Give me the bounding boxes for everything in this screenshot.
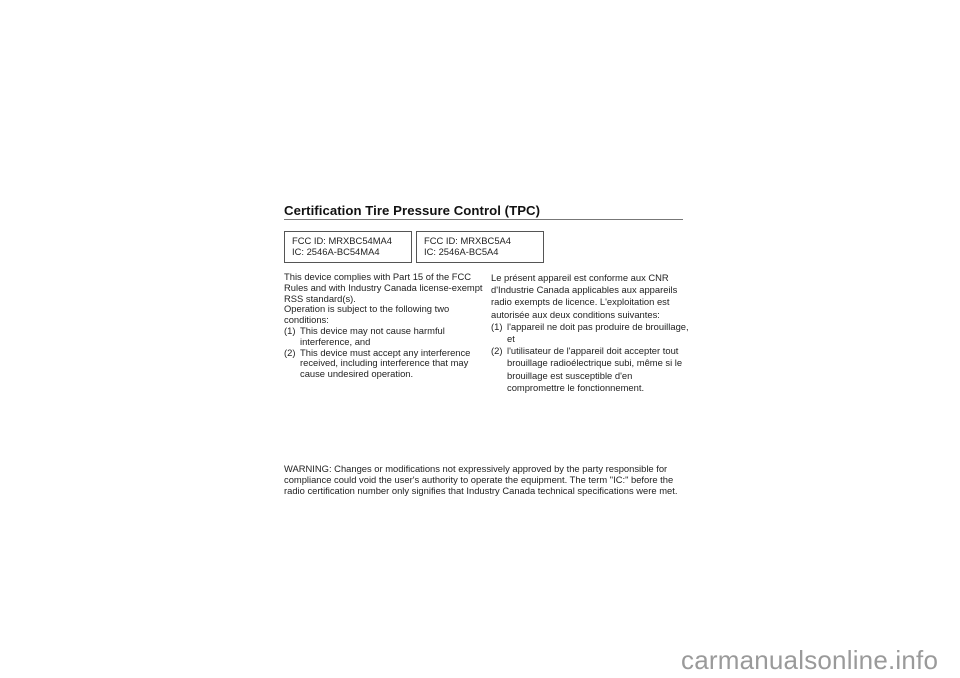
english-intro: This device complies with Part 15 of the FCC Rules and with Industry Canada license-exempt RSS standard(s). [284, 271, 483, 304]
condition-text: l'appareil ne doit pas produire de brouillage, et [507, 320, 689, 345]
id-boxes [284, 231, 683, 265]
fcc-id: FCC ID: MRXBC5A4 [424, 235, 511, 246]
french-intro: Le présent appareil est conforme aux CNR d'Industrie Canada applicables aux appareils radio exempts de licence. L'exploitation est autorisée aux deux conditions suivantes: [491, 272, 678, 320]
english-column [284, 272, 484, 380]
english-subject: Operation is subject to the following two conditions: [284, 303, 450, 326]
french-condition-1 [491, 321, 691, 345]
english-condition-1 [284, 326, 484, 348]
condition-text: l'utilisateur de l'appareil doit accepter tout brouillage radioélectrique subi, même si le brouillage est susceptible d'en compromettre le fonctionnement. [507, 345, 683, 393]
watermark: carmanualsonline.info [681, 645, 939, 675]
warning-text: WARNING: Changes or modifications not expressively approved by the party responsible for compliance could void the user's authority to operate the equipment. The term "IC:" before the radio certification number only signifies that Industry Canada technical specifications were met. [284, 463, 678, 496]
english-condition-2 [284, 348, 484, 380]
condition-text: This device may not cause harmful interference, and [300, 324, 445, 347]
condition-number: (2) [491, 345, 503, 357]
condition-number: (1) [491, 320, 503, 332]
id-box-1 [284, 231, 412, 263]
fcc-id: FCC ID: MRXBC54MA4 [292, 235, 393, 246]
condition-text: This device must accept any interference received, including interference that may cause undesired operation. [300, 346, 471, 380]
french-column [491, 272, 691, 394]
section-title: Certification Tire Pressure Control (TPC) [284, 203, 541, 218]
condition-number: (1) [284, 324, 296, 336]
condition-number: (2) [284, 346, 296, 358]
french-condition-2 [491, 345, 691, 394]
ic-id: IC: 2546A-BC54MA4 [292, 246, 380, 257]
ic-id: IC: 2546A-BC5A4 [424, 246, 499, 257]
id-box-2 [416, 231, 544, 263]
certification-section [284, 203, 689, 496]
title-divider [284, 219, 683, 220]
